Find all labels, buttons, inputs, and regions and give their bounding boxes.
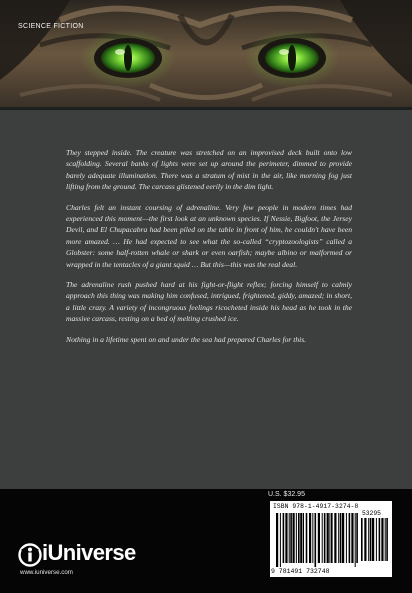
creature-face-illustration	[0, 0, 412, 107]
isbn-number: ISBN 978-1-4917-3274-8	[273, 503, 359, 510]
price-label: U.S. $32.95	[268, 491, 305, 498]
price-addon-barcode-bars	[361, 518, 388, 565]
publisher-name: iUniverse	[42, 540, 136, 565]
excerpt-paragraph: They stepped inside. The creature was stretched on an improvised deck built onto low scaffolding. Several banks of lights were set up around the perimeter, dimmed to provide barely adequate illumination. There was a stratum of mist in the air, like morning fog just lifting from the ground. The carcass glistened eerily in the dim light.	[66, 148, 352, 192]
publisher-url: www.iuniverse.com	[20, 569, 73, 576]
section-divider	[0, 107, 412, 110]
excerpt-paragraph: Charles felt an instant coursing of adrenaline. Very few people in modern times had experienced this moment—the first look at an unknown species. If Nessie, Bigfoot, the Jersey Devil, and El Chupacabra had been piled on the table in front of him, he couldn't have been more amazed. … He had expected to see what the so-called “cryptozoologists” called a Globster: some half-rotten whale or shark or even oarfish; maybe albino or malformed or wrapped in the tentacles of a giant squid … But this—this was the real deal.	[66, 202, 352, 269]
ean-barcode-bars	[276, 513, 358, 567]
excerpt-paragraph: The adrenaline rush pushed hard at his fight-or-flight reflex; forcing himself to calmly approach this thing was making him confused, intrigued, frightened, giddy, amazed; in short, a little crazy. A variety of incongruous feelings ricocheted inside his head as he took in the massive carcass, resting on a bed of melting crushed ice.	[66, 280, 352, 324]
isbn-barcode	[270, 501, 392, 577]
creature-artwork	[0, 0, 412, 107]
price-code: 53295	[362, 510, 381, 517]
ean-digits: 9 781491 732748	[271, 568, 330, 575]
iuniverse-logo-icon	[18, 543, 42, 567]
book-excerpt	[66, 147, 352, 354]
genre-label: SCIENCE FICTION	[18, 23, 84, 30]
excerpt-paragraph: Nothing in a lifetime spent on and under the sea had prepared Charles for this.	[66, 334, 307, 344]
